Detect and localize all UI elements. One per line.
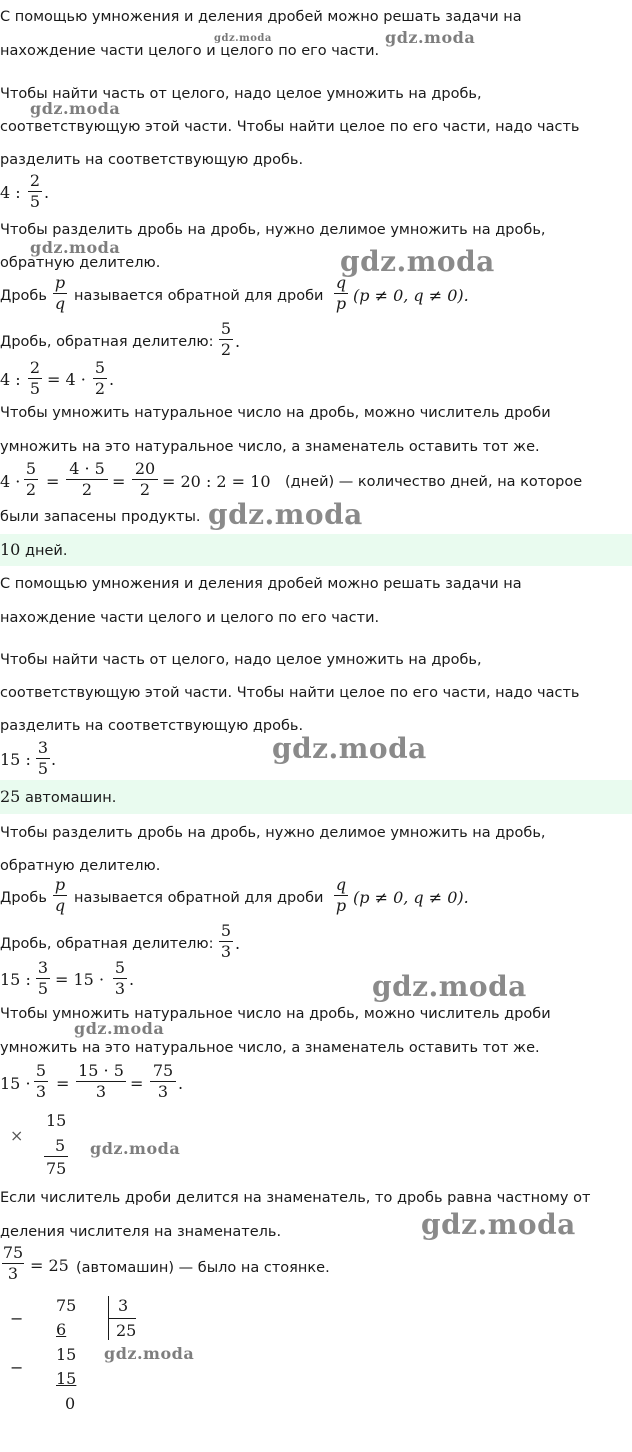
answer: 10 дней. <box>0 540 68 559</box>
paragraph-line: (дней) — количество дней, на которое <box>285 474 583 490</box>
paragraph-line: нахождение части целого и целого по его части. <box>0 610 380 626</box>
math-expression: = 4 · <box>47 370 86 389</box>
watermark: gdz.moda <box>30 238 121 257</box>
math-expression: 4 : <box>0 370 21 389</box>
math-expression: (p ≠ 0, q ≠ 0). <box>353 286 469 305</box>
paragraph-line: обратную делителю. <box>0 255 161 271</box>
watermark: gdz.moda <box>90 1139 181 1158</box>
paragraph-line: Если числитель дроби делится на знаменатель, то дробь равна частному от <box>0 1190 591 1206</box>
paragraph-line: разделить на соответствующую дробь. <box>0 152 304 168</box>
math-expression: = <box>112 472 126 491</box>
math-expression: (p ≠ 0, q ≠ 0). <box>353 888 469 907</box>
division-remainder: 0 <box>65 1394 76 1413</box>
math-expression: 15 : <box>0 750 31 769</box>
math-expression: 15 : <box>0 970 31 989</box>
fraction: q p <box>335 273 347 313</box>
watermark: gdz.moda <box>208 498 363 531</box>
fraction: 3 5 <box>37 738 49 778</box>
paragraph-line: С помощью умножения и деления дробей можно решать задачи на <box>0 576 522 592</box>
watermark: gdz.moda <box>30 99 121 118</box>
paragraph-line: деления числителя на знаменатель. <box>0 1224 282 1240</box>
fraction: 4 · 5 2 <box>66 460 108 499</box>
fraction: 2 5 <box>29 358 41 398</box>
punct: . <box>129 970 135 989</box>
division-step: 15 <box>56 1345 77 1364</box>
division-dividend: 75 <box>56 1296 77 1315</box>
fraction: p q <box>54 273 66 313</box>
watermark: gdz.moda <box>385 28 476 47</box>
paragraph-line: Дробь, обратная делителю: <box>0 936 214 952</box>
fraction: 15 · 5 3 <box>76 1062 126 1101</box>
paragraph-line: Дробь, обратная делителю: <box>0 334 214 350</box>
punct: . <box>235 934 241 953</box>
division-step: 6 <box>56 1320 67 1339</box>
math-expression: = <box>130 1074 144 1093</box>
watermark: gdz.moda <box>340 245 495 278</box>
fraction: 5 2 <box>25 459 37 499</box>
fraction: 5 3 <box>220 921 232 961</box>
paragraph-line: соответствующую этой части. Чтобы найти целое по его части, надо часть <box>0 119 580 135</box>
paragraph-line: нахождение части целого и целого по его части. <box>0 43 380 59</box>
paragraph-line: Чтобы разделить дробь на дробь, нужно делимое умножить на дробь, <box>0 825 546 841</box>
answer: 25 автомашин. <box>0 787 117 806</box>
minus-sign: − <box>10 1358 24 1377</box>
paragraph-line: Чтобы умножить натуральное число на дробь, можно числитель дроби <box>0 1006 551 1022</box>
math-expression: = 25 <box>30 1256 69 1275</box>
watermark: gdz.moda <box>372 970 527 1003</box>
punct: . <box>235 332 241 351</box>
fraction: p q <box>54 875 66 915</box>
paragraph-line: были запасены продукты. <box>0 509 201 525</box>
paragraph-line: (автомашин) — было на стоянке. <box>76 1260 330 1276</box>
division-divisor: 3 <box>118 1296 129 1315</box>
division-quotient: 25 <box>116 1321 137 1340</box>
fraction: 5 2 <box>220 319 232 359</box>
punct: . <box>109 370 115 389</box>
math-expression: 4 : <box>0 183 21 202</box>
paragraph-line: соответствующую этой части. Чтобы найти целое по его части, надо часть <box>0 685 580 701</box>
division-step: 15 <box>56 1369 77 1388</box>
paragraph-line: обратную делителю. <box>0 858 161 874</box>
paragraph-line: разделить на соответствующую дробь. <box>0 718 304 734</box>
fraction: 75 3 <box>2 1243 24 1283</box>
paragraph-line: Чтобы найти часть от целого, надо целое умножить на дробь, <box>0 652 482 668</box>
fraction: 5 3 <box>114 958 126 998</box>
mult-operand: 5 <box>55 1136 66 1155</box>
fraction: q p <box>335 875 347 915</box>
paragraph-line: умножить на это натуральное число, а знаменатель оставить тот же. <box>0 1040 540 1056</box>
fraction: 20 2 <box>132 460 158 499</box>
math-expression: 4 · <box>0 472 21 491</box>
mult-operand: 15 <box>46 1111 67 1130</box>
multiply-sign: × <box>10 1126 24 1145</box>
math-expression: = 20 : 2 = 10 <box>162 472 271 491</box>
paragraph-line: Дробь <box>0 890 47 906</box>
math-expression: = <box>46 472 60 491</box>
punct: . <box>44 183 50 202</box>
watermark: gdz.moda <box>272 732 427 765</box>
paragraph-line: Чтобы найти часть от целого, надо целое умножить на дробь, <box>0 86 482 102</box>
paragraph-line: Дробь <box>0 288 47 304</box>
watermark: gdz.moda <box>74 1019 165 1038</box>
watermark: gdz.moda <box>104 1344 195 1363</box>
math-expression: = <box>56 1074 70 1093</box>
division-bar <box>108 1318 136 1319</box>
watermark: gdz.moda <box>214 33 272 44</box>
mult-line <box>44 1156 68 1157</box>
fraction: 5 3 <box>35 1061 47 1101</box>
paragraph-line: Чтобы умножить натуральное число на дробь, можно числитель дроби <box>0 405 551 421</box>
paragraph-line: С помощью умножения и деления дробей можно решать задачи на <box>0 9 522 25</box>
answer-band <box>0 534 632 566</box>
fraction: 75 3 <box>150 1062 176 1101</box>
paragraph-line: умножить на это натуральное число, а знаменатель оставить тот же. <box>0 439 540 455</box>
fraction: 3 5 <box>37 958 49 998</box>
math-expression: = 15 · <box>55 970 105 989</box>
fraction: 5 2 <box>94 358 106 398</box>
fraction: 2 5 <box>29 171 41 211</box>
mult-result: 75 <box>46 1159 67 1178</box>
punct: . <box>178 1074 184 1093</box>
paragraph-line: Чтобы разделить дробь на дробь, нужно делимое умножить на дробь, <box>0 222 546 238</box>
watermark: gdz.moda <box>421 1208 576 1241</box>
math-expression: 15 · <box>0 1074 31 1093</box>
minus-sign: − <box>10 1309 24 1328</box>
punct: . <box>51 750 57 769</box>
paragraph-line: называется обратной для дроби <box>74 288 324 304</box>
paragraph-line: называется обратной для дроби <box>74 890 324 906</box>
